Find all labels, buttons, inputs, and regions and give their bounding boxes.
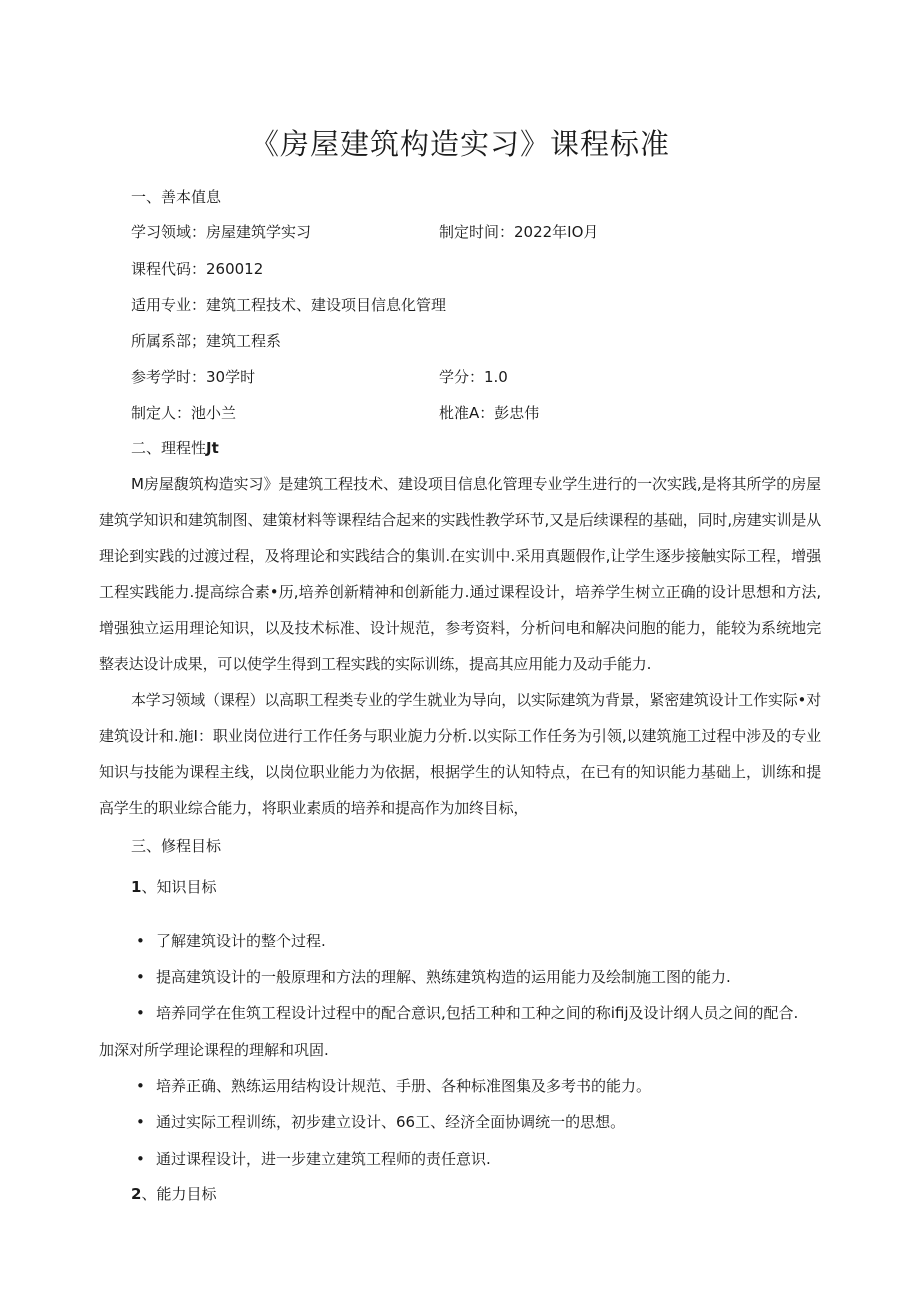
author: 制定人：池小兰: [131, 404, 237, 422]
bullet-icon: •: [136, 932, 145, 950]
list-item-continuation: 加深对所学理论课程的理解和巩固.: [99, 1041, 329, 1059]
section2-heading-text: 二、理程性: [131, 439, 207, 457]
knowledge-goals-heading: [131, 877, 216, 897]
list-item-text: 培养正确、熟练运用结构设计规范、手册、各种标准图集及多考书的能力。: [156, 1077, 652, 1095]
credit: 学分：1.0: [439, 368, 508, 386]
document-title: 《房屋建筑构造实习》课程标准: [249, 127, 670, 161]
section2-heading-suffix: Jt: [206, 439, 219, 457]
section2-heading: [131, 438, 219, 458]
made-time: 制定时间：2022年IO月: [439, 223, 599, 241]
ability-goals-label: 、能力目标: [141, 1185, 217, 1203]
course-nature-paragraph: M房屋馥筑构造实习》是建筑工程技术、建设项目信息化管理专业学生进行的一次实践,是将其所学的房屋建筑学知识和建筑制图、建策材料等课程结合起来的实践性教学环节,又是后续课程的基础，同时,房建实训是从理论到实践的过渡过程，及将理论和实践结合的集训.在实训中.采用真题假作,让学生逐步接触实际工程，增强工程实践能力.提高综合素•历,培养创新精神和创新能力.通过课程设计，培养学生树立正确的设计思想和方法,增强独立运用理论知识，以及技术标准、设计规范，参考资料，分析问电和解决问胞的能力，能较为系统地完整表达设计成果，可以使学生得到工程实践的实际训练，提高其应用能力及动手能力.: [99, 475, 821, 673]
ability-goals-number: 2: [131, 1185, 142, 1203]
section1-heading: 一、善本值息: [131, 188, 222, 206]
course-design-paragraph: 本学习领域（课程）以高职工程类专业的学生就业为导向，以实际建筑为背景，紧密建筑设计工作实际•对建筑设计和.施I：职业岗位进行工作任务与职业旎力分析.以实际工作任务为引领,以建筑施工过程中涉及的专业知识与技能为课程主线，以岗位职业能力为依据，根据学生的认知特点，在已有的知识能力基础上，训练和提高学生的职业综合能力，将职业素质的培养和提高作为加终目标，: [99, 691, 821, 817]
knowledge-goals-label: 、知识目标: [141, 878, 217, 896]
list-item-text: 提高建筑设计的一般原理和方法的理解、熟练建筑构造的运用能力及绘制施工图的能力.: [156, 968, 731, 986]
bullet-icon: •: [136, 968, 145, 986]
bullet-icon: •: [136, 1004, 145, 1022]
ability-goals-heading: [131, 1184, 216, 1204]
bullet-icon: •: [136, 1113, 145, 1131]
approver: 枇准A：彭忠伟: [439, 404, 540, 422]
department: 所属系部；建筑工程系: [131, 332, 282, 350]
list-item-text: 了解建筑设计的整个过程.: [156, 932, 326, 950]
list-item: [136, 967, 731, 987]
applicable-major: 适用专业：建筑工程技术、建设项目信息化管理: [131, 296, 447, 314]
study-field: 学习领域：房屋建筑学实习: [131, 223, 312, 241]
list-item-text: 通过课程设计，进一步建立建筑工程师的责任意识.: [156, 1150, 491, 1168]
section3-heading: 三、修程目标: [131, 837, 222, 855]
course-code: 课程代码：260012: [131, 260, 264, 278]
list-item: [136, 931, 326, 951]
knowledge-goals-number: 1: [131, 878, 142, 896]
bullet-icon: •: [136, 1077, 145, 1095]
list-item-text: 培养同学在隹筑工程设计过程中的配合意识,包括工种和工种之间的称ifij及设计纲人员之间的配合.: [156, 1004, 799, 1022]
list-item-text: 通过实际工程训练，初步建立设计、66工、经济全面协调统一的思想。: [156, 1113, 626, 1131]
list-item: [136, 1112, 625, 1132]
list-item: [136, 1003, 798, 1023]
list-item: [136, 1149, 491, 1169]
reference-hours: 参考学时：30学时: [131, 368, 256, 386]
list-item: [136, 1076, 651, 1096]
bullet-icon: •: [136, 1150, 145, 1168]
